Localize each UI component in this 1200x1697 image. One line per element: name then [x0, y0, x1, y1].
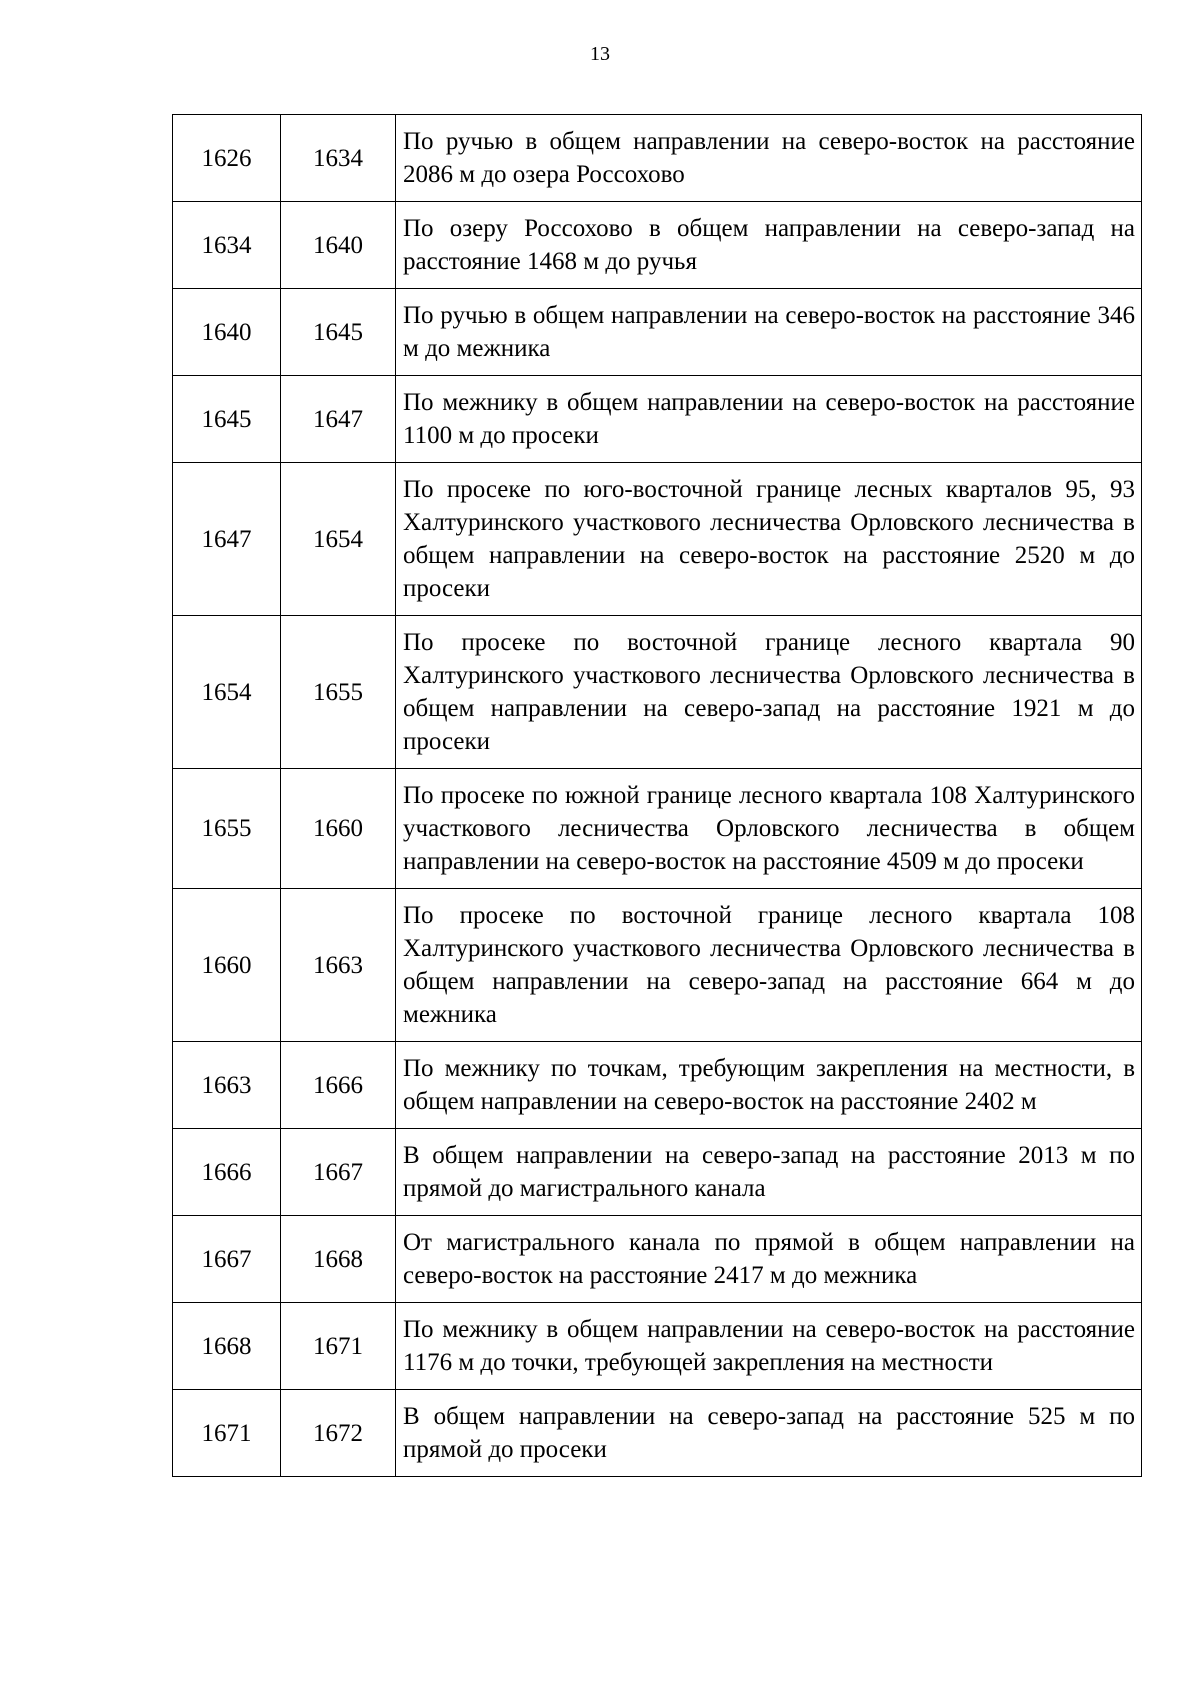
segment-description: От магистрального канала по прямой в общем направлении на северо-восток на расстояние 2417 м до межника [396, 1216, 1142, 1303]
point-from: 1640 [173, 289, 281, 376]
point-to: 1668 [281, 1216, 396, 1303]
segment-description: В общем направлении на северо-запад на расстояние 525 м по прямой до просеки [396, 1390, 1142, 1477]
table-row [173, 1216, 1142, 1303]
point-to: 1645 [281, 289, 396, 376]
table-row [173, 1303, 1142, 1390]
table-row [173, 376, 1142, 463]
segment-description: По ручью в общем направлении на северо-восток на расстояние 2086 м до озера Россохово [396, 115, 1142, 202]
table-row [173, 1129, 1142, 1216]
segment-description: По просеке по восточной границе лесного квартала 108 Халтуринского участкового лесничества Орловского лесничества в общем направлении на северо-запад на расстояние 664 м до межника [396, 889, 1142, 1042]
point-from: 1660 [173, 889, 281, 1042]
point-from: 1671 [173, 1390, 281, 1477]
segment-description: По просеке по юго-восточной границе лесных кварталов 95, 93 Халтуринского участкового лесничества Орловского лесничества в общем направлении на северо-восток на расстояние 2520 м до просеки [396, 463, 1142, 616]
table-row [173, 1042, 1142, 1129]
table-row [173, 202, 1142, 289]
point-from: 1668 [173, 1303, 281, 1390]
segment-description: По озеру Россохово в общем направлении на северо-запад на расстояние 1468 м до ручья [396, 202, 1142, 289]
point-to: 1655 [281, 616, 396, 769]
point-to: 1671 [281, 1303, 396, 1390]
segment-description: По просеке по восточной границе лесного квартала 90 Халтуринского участкового лесничества Орловского лесничества в общем направлении на северо-запад на расстояние 1921 м до просеки [396, 616, 1142, 769]
table-row [173, 115, 1142, 202]
segment-description: По просеке по южной границе лесного квартала 108 Халтуринского участкового лесничества Орловского лесничества в общем направлении на северо-восток на расстояние 4509 м до просеки [396, 769, 1142, 889]
table-row [173, 289, 1142, 376]
point-from: 1626 [173, 115, 281, 202]
point-from: 1645 [173, 376, 281, 463]
table-row [173, 769, 1142, 889]
point-to: 1640 [281, 202, 396, 289]
table-row [173, 463, 1142, 616]
point-to: 1660 [281, 769, 396, 889]
segment-description: По межнику в общем направлении на северо-восток на расстояние 1176 м до точки, требующей закрепления на местности [396, 1303, 1142, 1390]
segment-description: По ручью в общем направлении на северо-восток на расстояние 346 м до межника [396, 289, 1142, 376]
table-row [173, 889, 1142, 1042]
boundary-table [172, 114, 1142, 1477]
point-from: 1647 [173, 463, 281, 616]
point-from: 1666 [173, 1129, 281, 1216]
table-row [173, 616, 1142, 769]
segment-description: По межнику в общем направлении на северо-восток на расстояние 1100 м до просеки [396, 376, 1142, 463]
point-from: 1667 [173, 1216, 281, 1303]
point-to: 1647 [281, 376, 396, 463]
point-to: 1654 [281, 463, 396, 616]
page-number: 13 [590, 43, 610, 65]
segment-description: В общем направлении на северо-запад на расстояние 2013 м по прямой до магистрального канала [396, 1129, 1142, 1216]
point-to: 1634 [281, 115, 396, 202]
point-from: 1634 [173, 202, 281, 289]
segment-description: По межнику по точкам, требующим закрепления на местности, в общем направлении на северо-восток на расстояние 2402 м [396, 1042, 1142, 1129]
point-from: 1655 [173, 769, 281, 889]
point-from: 1663 [173, 1042, 281, 1129]
point-to: 1666 [281, 1042, 396, 1129]
point-to: 1667 [281, 1129, 396, 1216]
point-to: 1672 [281, 1390, 396, 1477]
point-to: 1663 [281, 889, 396, 1042]
point-from: 1654 [173, 616, 281, 769]
table-row [173, 1390, 1142, 1477]
